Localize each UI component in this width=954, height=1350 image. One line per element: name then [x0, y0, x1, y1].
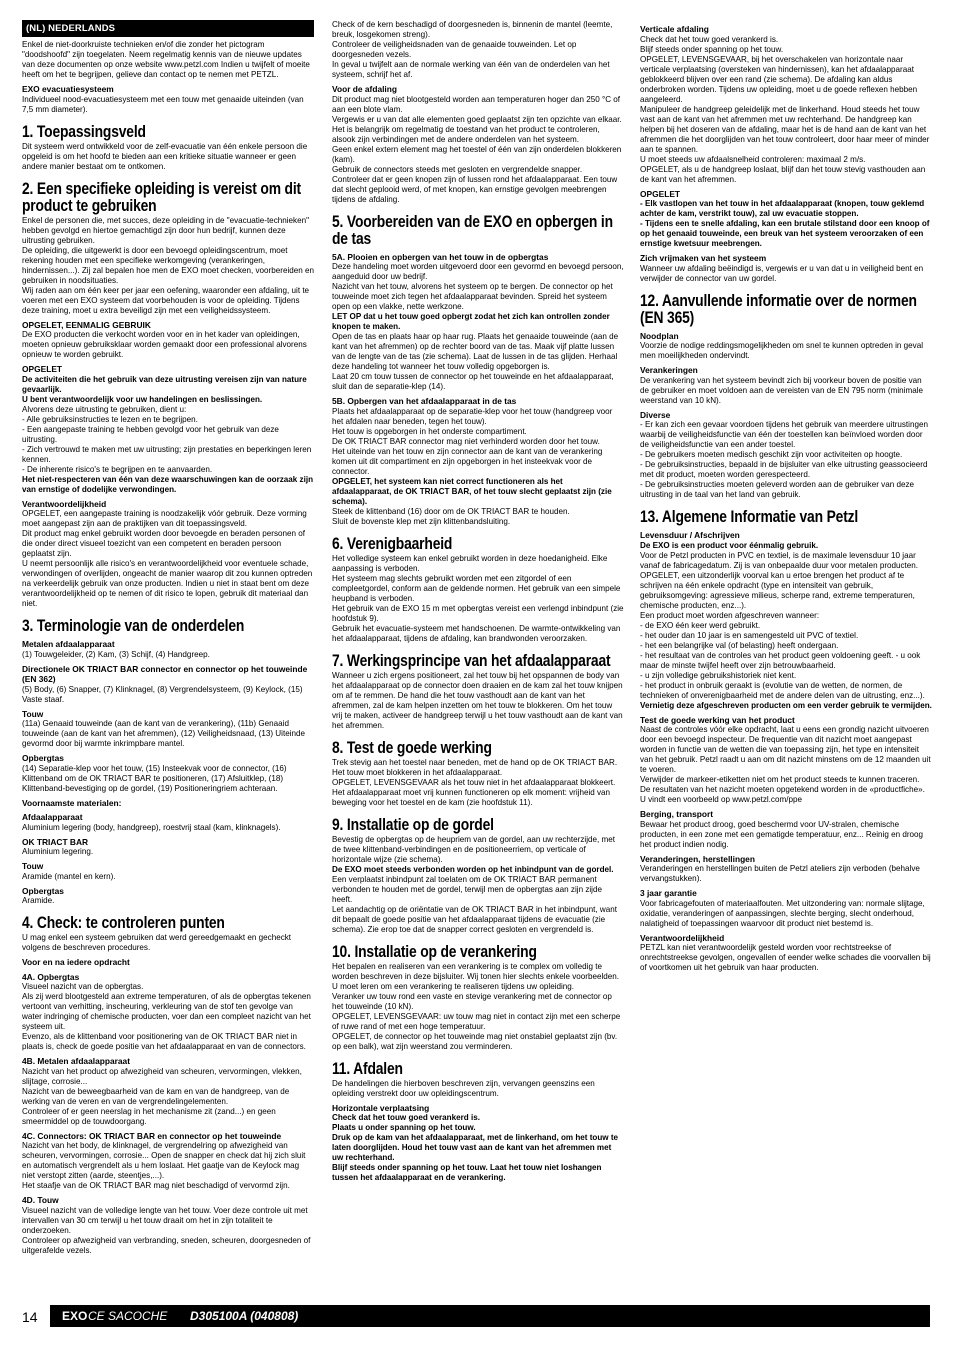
column-body-2: [332, 20, 624, 1183]
section-heading: 8. Test de goede werking: [332, 738, 492, 757]
footer-product: EXO: [62, 1309, 88, 1323]
paragraph: Nazicht van het product op afwezigheid van scheuren, vervormingen, vlekken, slijtage, corrosie... Nazicht van de beweegbaarheid van de kam en van de handgreep, van de werking van de veren en van de vergrendelingelementen. Controleer of er geen neerslag in het mechanisme zit (zand...) en geen smeermiddel op de touwdoorgang.: [22, 1066, 302, 1126]
warning-paragraph: OPGELET, het systeem kan niet correct functioneren als het afdaalapparaat, de OK TRIACT BAR, of het touw slecht geplaatst zijn (zie schema).: [332, 476, 612, 506]
warning-paragraph: - Elk vastlopen van het touw in het afdaalapparaat (knopen, touw geklemd achter de kam, verstrikt touw), zal uw evacuatie stoppen. - Tijdens een te snelle afdaling, kan een brutale stilstand door een knoop of op het genaaid touweinde, een breuk van het systeem veroorzaken of een ernstige kwetsuur meebrengen.: [640, 199, 930, 248]
paragraph: Aluminium legering.: [22, 847, 94, 856]
warning-paragraph: Check dat het touw goed verankerd is. Plaats u onder spanning op het touw. Druk op de kam van het afdaalapparaat, met de linkerhand, om het touw te laten doorglijden. Houd het touw vast aan de kant van het afremmen met uw rechterhand. Blijf steeds onder spanning op het touw. Laat het touw niet loshangen tussen het afdaalapparaat en de verankering.: [332, 1113, 619, 1182]
paragraph: Bewaar het product droog, goed beschermd voor UV-stralen, chemische producten, in een zone met een gematigde temperatuur, enz... Reinig en droog het product indien nodig.: [640, 819, 924, 849]
section-heading: 10. Installatie op de verankering: [332, 942, 537, 961]
subheading: 4A. Opbergtas: [22, 971, 80, 982]
paragraph: De verankering van het systeem bevindt zich bij voorkeur boven de positie van de gebruiker en moet voldoen aan de vereisten van de EN 795 norm (minimale weerstand van 10 kN).: [640, 375, 923, 405]
subheading: Metalen afdaalapparaat: [22, 639, 115, 649]
subheading: 5B. Opbergen van het afdaalapparaat in de tas: [332, 396, 517, 406]
paragraph: Wanneer u zich ergens positioneert, zal het touw bij het opspannen de body van het afdaalapparaat op de connector doen draaien en de kam zal het touw knijpen om af te remmen. De hand die het touw vasthoudt aan de kant van het afremmen, zal de kam helpen inzetten om het touw te blokkeren. Om het touw vrij te maken, activeer de handgreep terwijl u het touw vasthoudt aan de kant van het afremmen.: [332, 670, 623, 730]
subheading: 4B. Metalen afdaalapparaat: [22, 1056, 130, 1066]
subheading: OPGELET: [640, 188, 681, 199]
subheading: Voor en na iedere opdracht: [22, 957, 130, 967]
subheading: Voornaamste materialen:: [22, 797, 122, 808]
footer-reference: D305100A (040808): [190, 1309, 299, 1323]
paragraph: Voor fabricagefouten of materiaalfouten. Met uitzondering van: normale slijtage, oxidatie, veranderingen of aanpassingen, slechte berging, slecht onderhoud, nalatigheid of toepassingen waarvoor dit product niet bestemd is.: [640, 898, 925, 928]
section-heading: 3. Terminologie van de onderdelen: [22, 617, 245, 635]
subheading: EXO evacuatiesysteem: [22, 84, 114, 94]
section-heading: 1. Toepassingsveld: [22, 122, 146, 141]
subheading: Zich vrijmaken van het systeem: [640, 253, 767, 263]
warning-paragraph: LET OP dat u het touw goed opbergt zodat het zich kan ontrollen zonder knopen te maken.: [332, 312, 610, 331]
subheading: Verankeringen: [640, 365, 698, 375]
paragraph: Enkel de personen die, met succes, deze opleiding in de "evacuatie-technieken" hebben gevolgd en hiertoe gemachtigd zijn door hun bedrijf, kunnen deze uitrusting gebruiken. De opleiding, die uitgewerkt is door een bevoegd opleidingscentrum, moet rekening houden met een specifieke werkomgeving (verankeringen, hindernissen...). Zij zal bepalen hoe men de EXO moet checken, voorbereiden en gebruiken in noodsituaties. Wij raden aan om één keer per jaar een oefening, waaronder een afdaling, uit te voeren met een EXO systeem dat voorbehouden is voor de opleiding. Tijdens deze training, moet u extra beveiligd zijn met een veiligheidssysteem.: [22, 215, 314, 315]
paragraph: Enkel de niet-doorkruiste technieken en/of die zonder het pictogram "doodshoofd" zijn toegelaten. Neem regelmatig kennis van de nieuwe updates van deze documenten op onze website www.petzl.com Indien u twijfelt of moeite heeft om het te begrijpen, gelieve dan contact op te nemen met PETZL.: [22, 40, 310, 79]
subheading: Voor de afdaling: [332, 84, 397, 94]
paragraph: OPGELET, een aangepaste training is noodzakelijk vóór gebruik. Deze vorming moet aangepast zijn aan de praktijken van dit toepassingsveld. Dit product mag enkel gebruikt worden door bevoegde en beraden personen of die onder direct visueel toezicht van een competent en beraden persoon geplaatst zijn. U neemt persoonlijk alle risico's en verantwoordelijkheid voor eventuele schade, verwondingen of overlijden, ongeacht de manier waarop dit zou kunnen optreden na verkeerdelijk gebruik van onze producten. Indien u niet in staat bent om deze verantwoordelijkheid op te nemen of dit risico te lopen, gebruik dit materiaal dan niet.: [22, 509, 313, 608]
paragraph: De EXO producten die verkocht worden voor en in het kader van opleidingen, moeten opnieuw gebruiksklaar worden gemaakt door een professional alvorens opnieuw te worden gebruikt.: [22, 330, 307, 359]
section-heading: 2. Een specifieke opleiding is vereist om dit product te gebruiken: [22, 179, 301, 215]
subheading: Directionele OK TRIACT BAR connector en connector op het touweinde (EN 362): [22, 663, 308, 684]
paragraph: Check dat het touw goed verankerd is. Blijf steeds onder spanning op het touw. OPGELET, LEVENSGEVAAR, bij het overschakelen van horizontale naar verticale verplaatsing (oversteken van hindernissen), kan het afdaalapparaat geblokkeerd blijven over een rand (zie schema). De afdaling kan aldus onderbroken worden. Tijdens uw opleiding, moet u de goede reflexen hebben aangeleerd. Manipuleer de handgreep geleidelijk met de linkerhand. Houd steeds het touw vast aan de kant van het afremmen met uw rechterhand. De handgreep kan helpen bij het doseren van de afdaling, maar het is de hand aan de kant van het afremmen die het doorglijden van het touw controleert, door haar meer of minder aan te spannen. U moet steeds uw afdaalsnelheid controleren: maximaal 2 m/s. OPGELET, als u de handgreep loslaat, blijf dan het touw stevig vasthouden aan de kant van het afremmen.: [640, 34, 930, 184]
paragraph: Visueel nazicht van de opbergtas. Als zij werd blootgesteld aan extreme temperaturen, of als de opbergtas tekenen vertoont van verhitting, inscheuring, verkleuring van de stof ten gevolge van water indringing of chemische producten, voer dan een compleet nazicht van het systeem uit. Evenzo, als de klittenband voor positionering van de OK TRIACT BAR niet in plaats is, check de goede positie van het afdaalapparaat en van de connectors.: [22, 982, 311, 1051]
paragraph: Deze handeling moet worden uitgevoerd door een gevormd en bevoegd persoon, aangeduid door uw bedrijf. Nazicht van het touw, alvorens het systeem op te bergen. De connector op het touweinde moet zich tegen het afdaalapparaat bevinden. Spreid het systeem open op een vlakke, nette werkzone.: [332, 262, 624, 311]
paragraph: De handelingen die hierboven beschreven zijn, vervangen geenszins een opleiding verstrekt door uw opleidingscentrum.: [332, 1078, 595, 1098]
section-heading: 4. Check: te controleren punten: [22, 914, 225, 932]
paragraph: Visueel nazicht van de volledige lengte van het touw. Voer deze controle uit met intervallen van 30 cm terwijl u het touw draait om het in zijn totaliteit te onderzoeken. Controleer op afwezigheid van verbranding, sneden, scheuren, doorgesneden of uitgerafelde vezels.: [22, 1205, 311, 1255]
paragraph: (5) Body, (6) Snapper, (7) Klinknagel, (8) Vergrendelsysteem, (9) Keylock, (15) Vaste staaf.: [22, 684, 303, 704]
paragraph: Plaats het afdaalapparaat op de separatie-klep voor het touw (handgreep voor het afdalen naar beneden, tegen het touw). Het touw is opgeborgen in het onderste compartiment. De OK TRIACT BAR connector mag niet verhinderd worden door het touw. Het uiteinde van het touw en zijn connector aan de kant van de verankering komen uit dit compartiment en zijn opgeborgen in het insteekvak voor de connector.: [332, 406, 613, 476]
subheading: Test de goede werking van het product: [640, 714, 795, 725]
section-heading: 7. Werkingsprincipe van het afdaalapparaat: [332, 651, 611, 670]
paragraph: (11a) Genaaid touweinde (aan de kant van de verankering), (11b) Genaaid touweinde (aan de kant van het afremmen), (12) Veiligheidsnaad, (13) Uiteinde gevormd door bij warmte inkrimpbare mantel.: [22, 719, 306, 748]
paragraph: Alvorens deze uitrusting te gebruiken, dient u: - Alle gebruiksinstructies te lezen en te begrijpen. - Een aangepaste training te hebben gevolgd voor het gebruik van deze uitrusting. - Zich vertrouwd te maken met uw uitrusting; zijn prestaties en beperkingen leren kennen. - De inherente risico's te begrijpen en te aanvaarden.: [22, 404, 312, 474]
subheading: OPGELET, EENMALIG GEBRUIK: [22, 319, 151, 330]
subheading: Afdaalapparaat: [22, 812, 83, 822]
subheading: Veranderingen, herstellingen: [640, 853, 755, 864]
paragraph: U mag enkel een systeem gebruiken dat werd gereedgemaakt en gecheckt volgens de beschreven procedures.: [22, 933, 292, 952]
subheading: Levensduur / Afschrijven: [640, 530, 740, 540]
section-heading: 11. Afdalen: [332, 1059, 403, 1078]
subheading: Berging, transport: [640, 809, 714, 819]
section-heading: 6. Verenigbaarheid: [332, 534, 453, 553]
warning-paragraph: De EXO moet steeds verbonden worden op het inbindpunt van de gordel.: [332, 864, 614, 874]
subheading: OK TRIACT BAR: [22, 836, 89, 847]
paragraph: Naast de controles vóór elke opdracht, laat u eens een grondig nazicht uitvoeren door een bevoegd inspecteur. De frequentie van dit nazicht moet aangepast worden in functie van de wetten die van toepassing zijn, het type en intensiteit van het gebruik. Petzl raadt u aan om dit nazicht minstens om de 12 maanden uit te voeren. Verwijder de markeer-etiketten niet om het product steeds te kunnen traceren. De resultaten van het nazicht moeten opgetekend worden in de «productfiche». U vindt een voorbeeld op www.petzl.com/ppe: [640, 725, 931, 804]
paragraph: Een verplaatst inbindpunt zal toelaten om de OK TRIACT BAR permanent verbonden te houden met de gordel, terwijl men de opbergtas aan zijn zijde heeft. Let aandachtig op de oriëntatie van de OK TRIACT BAR in het inbindpunt, want dit bepaalt de goede positie van het afdaalapparaat tijdens de evacuatie (zie schema). Zie erop toe dat de snapper correct gesloten en vergrendeld is.: [332, 874, 617, 934]
section-heading: 13. Algemene Informatie van Petzl: [640, 508, 859, 526]
subheading: OPGELET: [22, 364, 63, 374]
paragraph: Individueel nood-evacuatiesysteem met een touw met genaaide uiteinden (van 7,5 mm diameter).: [22, 94, 304, 114]
paragraph: Voor de Petzl producten in PVC en textiel, is de maximale levensduur 10 jaar vanaf de fabricagedatum. Zij is van onbepaalde duur voor metalen producten. OPGELET, een uitzonderlijk voorval kan u ertoe brengen het product af te schrijven na één enkele opdracht (type en intensiteit van gebruik, gebruiksomgeving: agressieve milieus, scherpe rand, extreme temperaturen, chemische producten, enz...). Een product moet worden afgeschreven wanneer: - de EXO één keer werd gebruikt. - het ouder dan 10 jaar is en samengesteld uit PVC of textiel. - het een belangrijke val (of belasting) heeft ondergaan. - het resultaat van de controles van het product geen voldoening geeft. - u ook maar de minste twijfel heeft over zijn betrouwbaarheid. - u zijn volledige gebruikshistoriek niet kent. - het product in onbruik geraakt is (evolutie van de wetten, de normen, de technieken of onverenigbaarheid met de andere delen van de uitrusting, enz...).: [640, 550, 925, 700]
column-body-3: [640, 24, 932, 973]
subheading: Touw: [22, 861, 44, 871]
section-heading: 9. Installatie op de gordel: [332, 815, 494, 834]
column-body-1: [22, 40, 314, 1256]
warning-paragraph: De EXO is een product voor éénmalig gebruik.: [640, 540, 819, 550]
subheading: Opbergtas: [22, 885, 64, 896]
footer-bar: [50, 1305, 930, 1327]
paragraph: (1) Touwgeleider, (2) Kam, (3) Schijf, (4) Handgreep.: [22, 649, 210, 659]
subheading: 3 jaar garantie: [640, 888, 697, 898]
paragraph: Steek de klittenband (16) door om de OK TRIACT BAR te houden. Sluit de bovenste klep met zijn klittenbandsluiting.: [332, 506, 570, 526]
subheading: Diverse: [640, 409, 671, 420]
paragraph: Wanneer uw afdaling beëindigd is, vergewis er u van dat u in veiligheid bent en verwijder de connector van uw gordel.: [640, 263, 924, 283]
paragraph: Voorzie de nodige reddingsmogelijkheden om snel te kunnen optreden in geval men moeilijkheden ondervindt.: [640, 341, 924, 360]
paragraph: Het bepalen en realiseren van een verankering is te complex om volledig te worden beschreven in deze bijsluiter. Wij tonen hier slechts enkele voorbeelden. U moet leren om een verankering te realiseren tijdens uw opleiding. Veranker uw touw rond een vaste en stevige verankering met de connector op het touweinde (10 kN). OPGELET, LEVENSGEVAAR: uw touw mag niet in contact zijn met een scherpe of ruwe rand of met een hoge temperatuur. OPGELET, de connector op het touweinde mag niet onstabiel geplaatst zijn (bv. op een balk), wat zijn weerstand zou verminderen.: [332, 961, 621, 1051]
language-header: (NL) NEDERLANDS: [22, 20, 314, 37]
paragraph: Trek stevig aan het toestel naar beneden, met de hand op de OK TRIACT BAR. Het touw moet blokkeren in het afdaalapparaat. OPGELET, LEVENSGEVAAR als het touw niet in het afdaalapparaat blokkeert. Het afdaalapparaat moet vrij kunnen functioneren op elk moment: vrijheid van beweging voor het toestel en de kam (zie hoofdstuk 11).: [332, 757, 618, 807]
subheading: Verticale afdaling: [640, 24, 709, 34]
paragraph: PETZL kan niet verantwoordelijk gesteld worden voor rechtstreekse of onrechtstreekse gevolgen, ongevallen of eender welke schades die voorvallen bij of voortkomen uit het gebruik van haar producten.: [640, 943, 931, 972]
paragraph: - Er kan zich een gevaar voordoen tijdens het gebruik van meerdere uitrustingen waarbij de veiligheidsfunctie van één der toestellen kan beïnvloed worden door de veiligheidsfunctie van een ander toestel. - De gebruikers moeten medisch geschikt zijn voor activiteiten op hoogte. - De gebruiksinstructies, bepaald in de bijsluiter van elke uitrusting geassocieerd met dit product, moeten worden gerespecteerd. - De gebruiksinstructies moeten geleverd worden aan de gebruiker van deze uitrusting in de taal van het land van gebruik.: [640, 420, 928, 499]
section-heading: 12. Aanvullende informatie over de normen (EN 365): [640, 291, 917, 327]
paragraph: Veranderingen en herstellingen buiten de Petzl ateliers zijn verboden (behalve vervangstukken).: [640, 864, 920, 883]
paragraph: (14) Separatie-klep voor het touw, (15) Insteekvak voor de connector, (16) Klittenband om de OK TRIACT BAR te positioneren, (17) Afsluitklep, (18) Klittenband-bevestiging op de gordel, (19) Positioneringriem achteraan.: [22, 763, 287, 793]
section-heading: 5. Voorbereiden van de EXO en opbergen in de tas: [332, 212, 613, 248]
footer-subtitle: CE SACOCHE: [88, 1309, 168, 1323]
paragraph: Check of de kern beschadigd of doorgesneden is, binnenin de mantel (leemte, breuk, losgekomen streng). Controleer de veiligheidsnaden van de genaaide touweinden. Let op doorgesneden vezels. In geval u twijfelt aan de normale werking van één van de onderdelen van het systeem, schrijf het af.: [332, 20, 613, 79]
subheading: Opbergtas: [22, 753, 64, 763]
warning-paragraph: Het niet-respecteren van één van deze waarschuwingen kan de oorzaak zijn van ernstige of dodelijke verwondingen.: [22, 474, 314, 494]
subheading: Verantwoordelijkheid: [22, 498, 107, 509]
paragraph: Aluminium legering (body, handgreep), roestvrij staal (kam, klinknagels).: [22, 822, 281, 832]
subheading: 4C. Connectors: OK TRIACT BAR en connector op het touweinde: [22, 1130, 282, 1141]
paragraph: Aramide (mantel en kern).: [22, 871, 116, 881]
subheading: Noodplan: [640, 330, 679, 341]
subheading: 5A. Plooien en opbergen van het touw in de opbergtas: [332, 251, 549, 262]
paragraph: Het volledige systeem kan enkel gebruikt worden in deze hoedanigheid. Elke aanpassing is verboden. Het systeem mag slechts gebruikt worden met een zitgordel of een compleetgordel, conform aan de geldende normen. Het gebruik van een simpele heupband is verboden. Het gebruik van de EXO 15 m met opbergtas vereist een verlengd inbindpunt (zie hoofdstuk 9). Gebruik het evacuatie-systeem met handschoenen. De warmte-ontwikkeling van het afdaalapparaat, tijdens de afdaling, kan brandwonden veroorzaken.: [332, 553, 624, 643]
page-number: 14: [22, 1309, 38, 1325]
column-left: [22, 20, 314, 1310]
paragraph: Nazicht van het body, de klinknagel, de vergrendelring op afwezigheid van scheuren, vervormingen, corrosie... Open de snapper en check dat hij zich sluit en automatisch vergrendelt als u hem loslaat. Het gaatje van de Keylock mag niet verstopt zitten (aarde, steentjes,...). Het staafje van de OK TRIACT BAR mag niet beschadigd of vervormd zijn.: [22, 1141, 306, 1190]
subheading: 4D. Touw: [22, 1195, 59, 1205]
subheading: Verantwoordelijkheid: [640, 932, 725, 943]
paragraph: Dit systeem werd ontwikkeld voor de zelf-evacuatie van één enkele persoon die opgeleid is om het hoofd te bieden aan een kritieke situatie wanneer er geen andere manier bestaat om te ontkomen.: [22, 141, 308, 171]
paragraph: Open de tas en plaats haar op haar rug. Plaats het genaaide touweinde (aan de kant van het afremmen) op de rechter boord van de tas. Maak vijf platte lussen van de lengte van de tas (zie schema). Laat de lussen in de tas glijden. Herhaal deze handeling tot wanneer het touw volledig opgeborgen is. Laat 20 cm touw tussen de connector op het touweinde en het afdaalapparaat, sluit dan de separatie-klep (14).: [332, 332, 619, 391]
subheading: Touw: [22, 708, 44, 719]
paragraph: Dit product mag niet blootgesteld worden aan temperaturen hoger dan 250 °C of aan een blote vlam. Vergewis er u van dat alle elementen goed geplaatst zijn ten opzichte van elkaar. Het is belangrijk om regelmatig de toestand van het product te controleren, alsook zijn verbindingen met de andere onderdelen van het systeem. Geen enkel extern element mag het toestel of één van zijn onderdelen blokkeren (kam). Gebruik de connectors steeds met gesloten en vergrendelde snapper. Controleer dat er geen knopen zijn of lussen rond het afdaalapparaat. Een touw dat slecht geplooid werd, of met knopen, kan ernstige gevolgen meebrengen tijdens de afdaling.: [332, 94, 622, 204]
warning-paragraph: De activiteiten die het gebruik van deze uitrusting vereisen zijn van nature gevaarlijk. U bent verantwoordelijk voor uw handelingen en beslissingen.: [22, 374, 307, 404]
page-footer: [0, 1303, 954, 1331]
column-middle: [332, 20, 624, 1310]
warning-paragraph: Vernietig deze afgeschreven producten om een verder gebruik te vermijden.: [640, 700, 932, 710]
subheading: Horizontale verplaatsing: [332, 1102, 430, 1113]
paragraph: Bevestig de opbergtas op de heupriem van de gordel, aan uw rechterzijde, met de twee klittenband-verbindingen en de positioneerriem, op verticale of horizontale wijze (zie schema).: [332, 834, 616, 864]
column-right: [640, 20, 932, 1310]
paragraph: Aramide.: [22, 896, 55, 905]
